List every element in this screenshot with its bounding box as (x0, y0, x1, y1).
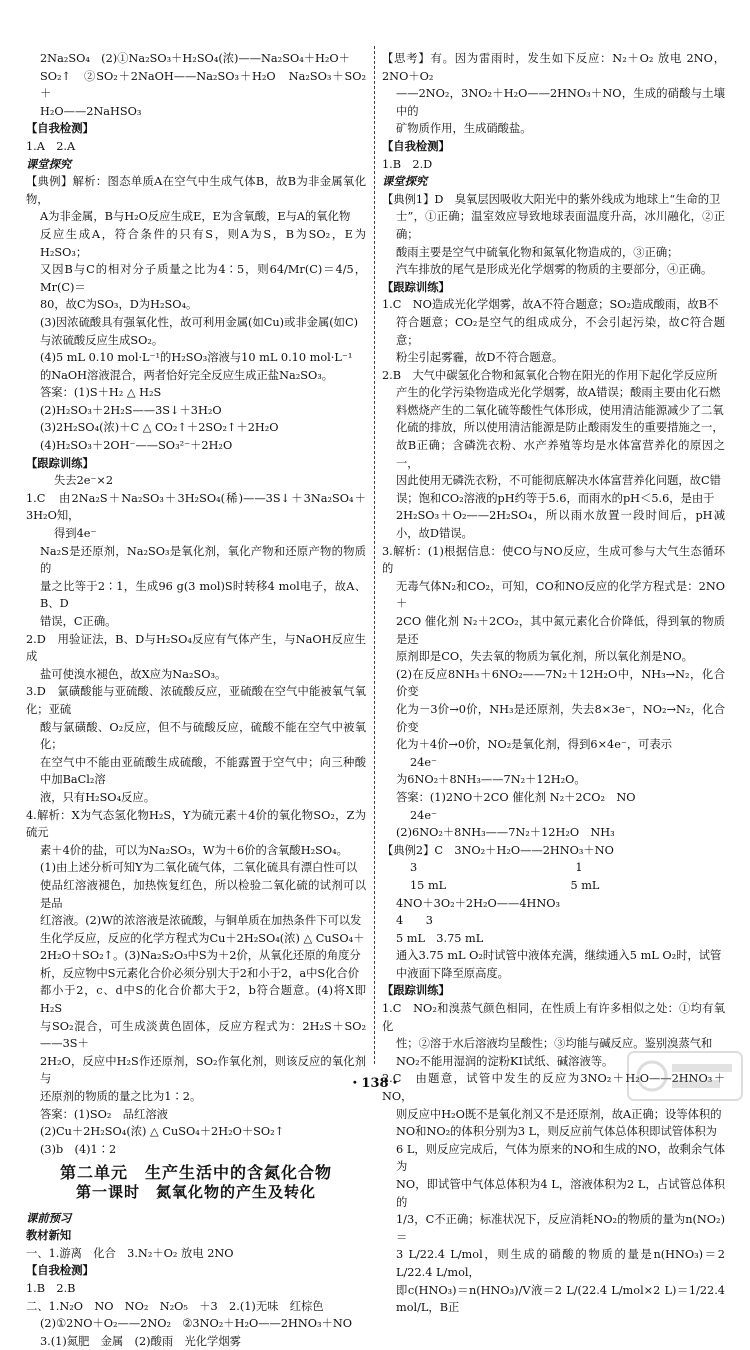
text-line: 汽车排放的尾气是形成光化学烟雾的物质的主要部分，④正确。 (396, 263, 713, 277)
text-line: 粉尘引起雾霾，故D不符合题意。 (396, 351, 564, 365)
text-line: 3 L/22.4 L/mol，则生成的硝酸的物质的量是n(HNO₃)＝2 L/22.4 L/mol， (396, 1248, 725, 1279)
text-line: 5 mL 3.75 mL (396, 931, 484, 945)
text-line: 因此使用无磷洗衣粉，不可能彻底解决水体富营养化问题，故C错 (396, 474, 721, 488)
text-line: 士”，①正确；温室效应导致地球表面温度升高，冰川融化，②正确； (396, 210, 725, 241)
text-line: 答案：(1)SO₂ 品红溶液 (40, 1107, 168, 1121)
text-line: 教材新知 (26, 1228, 72, 1243)
text-line: 为6NO₂＋8NH₃——7N₂＋12H₂O。 (396, 773, 586, 787)
text-line: 还原剂的物质的量之比为1∶2。 (40, 1090, 202, 1104)
text-line: 2.D 用验证法，B、D与H₂SO₄反应有气体产生，与NaOH反应生成 (26, 632, 366, 664)
text-line: 料燃烧产生的二氧化硫等酸性气体形成，使用清洁能源减少了二氧 (396, 403, 724, 417)
text-line: 故B正确；含磷洗衣粉、水产养殖等均是水体富营养化的原因之一， (396, 439, 725, 470)
text-line: 无毒气体N₂和CO₂，可知，CO和NO反应的化学方程式是：2NO＋ (396, 579, 725, 611)
text-line: 答案：(1)2NO＋2CO 催化剂 N₂＋2CO₂ NO (396, 790, 636, 804)
text-line: 素＋4价的盐，可以为Na₂SO₃，W为＋6价的含氧酸H₂SO₄。 (40, 843, 348, 857)
text-line: 与SO₂混合，可生成淡黄色固体，反应方程式为：2H₂S＋SO₂——3S＋ (40, 1019, 366, 1051)
text-line: 液，只有H₂SO₄反应。 (40, 790, 155, 804)
text-line: (2)Cu＋2H₂SO₄(浓) △ CuSO₄＋2H₂O＋SO₂↑ (40, 1125, 285, 1139)
text-line: NO，即试管中气体总体积为4 L，溶液体积为2 L，占试管总体积的 (396, 1178, 725, 1209)
text-line: 反应生成A，符合条件的只有S，则A为S，B为SO₂，E为H₂SO₃； (40, 227, 366, 259)
section-label: 课前预习 (26, 1211, 72, 1225)
page-number: ・138・ (348, 1076, 402, 1091)
text-line: 一、1.游离 化合 3.N₂＋O₂ 放电 2NO (26, 1246, 234, 1260)
text-line: 生化学反应，反应的化学方程式为Cu＋2H₂SO₄(浓) △ CuSO₄＋ (40, 931, 365, 945)
text-line: 【思考】有。因为雷雨时，发生如下反应：N₂＋O₂ 放电 2NO，2NO＋O₂ (382, 52, 725, 83)
section-label: 【跟踪训练】 (382, 984, 450, 998)
text-line: 通入3.75 mL O₂时试管中液体充满，继续通入5 mL O₂时，试管 (396, 949, 722, 963)
text-line: 红溶液。(2)W的浓溶液是浓硫酸，与铜单质在加热条件下可以发 (40, 914, 362, 928)
text-line: 80，故C为SO₃，D为H₂SO₄。 (40, 298, 198, 312)
lesson-heading: 第一课时 氮氧化物的产生及转化 (75, 1183, 316, 1201)
text-line: 15 mL 5 mL (410, 878, 600, 892)
text-line: (3)b (4)1∶2 (40, 1142, 117, 1156)
text-line: 24e⁻ (410, 755, 438, 769)
text-line: 6 L，则反应完成后，气体为原来的NO和生成的NO，故剩余气体为 (396, 1142, 725, 1174)
text-line: SO₂↑ ②SO₂＋2NaOH——Na₂SO₃＋H₂O Na₂SO₃＋SO₂＋ (40, 69, 366, 101)
text-line: 中液面下降至原高度。 (396, 966, 509, 980)
section-label: 课堂探究 (26, 157, 72, 171)
text-line: 1.A 2.A (26, 139, 76, 153)
text-line: 误；饱和CO₂溶液的pH约等于5.6，而雨水的pH＜5.6，是由于 (396, 491, 715, 505)
text-line: 又因B与C的相对分子质量之比为4∶5，则64/Mr(C)＝4/5，Mr(C)＝ (40, 263, 366, 294)
text-line: ——2NO₂，3NO₂＋H₂O——2HNO₃＋NO，生成的硝酸与土壤中的 (396, 87, 725, 118)
text-line: 化为＋4价→0价，NO₂是氧化剂，得到6×4e⁻，可表示 (396, 738, 673, 752)
text-line: 2.C 由题意，试管中发生的反应为3NO₂＋H₂O——2HNO₃＋NO， (382, 1072, 725, 1104)
column-divider (374, 46, 375, 1064)
text-line: (4)5 mL 0.10 mol·L⁻¹的H₂SO₃溶液与10 mL 0.10 mol·L⁻¹ (40, 351, 353, 365)
text-line: 失去2e⁻×2 (54, 474, 114, 488)
text-line: 【典例2】C 3NO₂＋H₂O——2HNO₃＋NO (382, 843, 614, 857)
text-line: 使品红溶液褪色，加热恢复红色，所以检验二氧化硫的试剂可以是品 (40, 878, 366, 910)
section-label: 【跟踪训练】 (382, 280, 450, 294)
text-line: 在空气中不能由亚硫酸生成硫酸，不能露置于空气中；向三种酸中加BaCl₂溶 (40, 755, 366, 787)
text-line: 3.D 氯磺酸能与亚硫酸、浓硫酸反应，亚硫酸在空气中能被氧气氧化；亚硫 (26, 685, 366, 716)
text-line: 2.B 大气中碳氢化合物和氮氧化合物在阳光的作用下起化学反应所 (382, 368, 718, 382)
text-line: (2)①2NO＋O₂——2NO₂ ②3NO₂＋H₂O——2HNO₃＋NO (40, 1317, 352, 1331)
text-line: 答案：(1)S＋H₂ △ H₂S (40, 386, 162, 400)
text-line: 1.B 2.D (382, 157, 433, 171)
text-line: 1.C NO造成光化学烟雾，故A不符合题意；SO₂造成酸雨，故B不 (382, 298, 719, 312)
text-line: 2H₂O，反应中H₂S作还原剂，SO₂作氧化剂，则该反应的氧化剂与 (40, 1054, 366, 1086)
text-line: 矿物质作用，生成硝酸盐。 (396, 122, 532, 136)
text-line: (3)2H₂SO₄(浓)＋C △ CO₂↑＋2SO₂↑＋2H₂O (40, 421, 279, 435)
text-line: 得到4e⁻ (54, 527, 97, 541)
text-line: 3 1 (410, 861, 583, 875)
text-line: 2H₂SO₃＋O₂——2H₂SO₄，所以雨水放置一段时间后，pH减小，故D错误。 (396, 509, 725, 541)
text-line: H₂O——2NaHSO₃ (40, 104, 142, 118)
text-line: 24e⁻ (410, 808, 438, 822)
text-line: 1.B 2.B (26, 1281, 76, 1295)
text-line: 【典例1】D 臭氧层因吸收大阳光中的紫外线成为地球上“生命的卫 (382, 192, 721, 206)
left-column (26, 50, 366, 1350)
text-line: 析，反应物中S元素化合价必须分别大于2和小于2，a中S化合价 (40, 966, 360, 980)
text-line: 的NaOH溶液混合，两者恰好完全反应生成正盐Na₂SO₃。 (40, 368, 334, 382)
text-line: 即c(HNO₃)＝n(HNO₃)/V液＝2 L/(22.4 L/mol×2 L)＝1/22.4 mol/L，B正 (396, 1283, 725, 1315)
text-line: 4NO＋3O₂＋2H₂O——4HNO₃ (396, 896, 561, 910)
text-line: (1)由上述分析可知Y为二氧化硫气体，二氧化硫具有漂白性可以 (40, 861, 358, 875)
text-line: 量之比等于2∶1，生成96 g(3 mol)S时转移4 mol电子，故A、B、D (40, 579, 366, 611)
text-line: 1.C 由2Na₂S＋Na₂SO₃＋3H₂SO₄(稀)——3S↓＋3Na₂SO₄＋3H₂O知， (26, 491, 366, 523)
text-line: 盐可使溴水褪色，故X应为Na₂SO₃。 (40, 667, 227, 681)
text-line: 都小于2，c、d中S的化合价都大于2，b符合题意。(4)将X即H₂S (40, 984, 366, 1016)
text-line: Na₂S是还原剂，Na₂SO₃是氧化剂，氧化产物和还原产物的物质的 (40, 544, 366, 576)
section-label: 课堂探究 (382, 175, 428, 189)
section-label: 【自我检测】 (26, 122, 94, 136)
text-line: NO₂不能用湿润的淀粉KI试纸、碱溶液等。 (396, 1054, 614, 1068)
text-line: (3)因浓硫酸具有强氧化性，故可利用金属(如Cu)或非金属(如C) (40, 315, 359, 329)
text-line: 化硫的排放，所以使用清洁能源是防止酸雨发生的重要措施之一， (396, 421, 724, 435)
text-line: (4)H₂SO₃＋2OH⁻——SO₃²⁻＋2H₂O (40, 439, 233, 453)
text-line: 2CO 催化剂 N₂＋2CO₂，其中氮元素化合价降低，得到氧的物质是还 (396, 615, 725, 646)
text-line: 则反应中H₂O既不是氧化剂又不是还原剂，故A正确；设等体积的 (396, 1107, 722, 1121)
text-line: 错误，C正确。 (40, 615, 117, 628)
text-line: 1/3，C不正确；标准状况下，反应消耗NO₂的物质的量为n(NO₂)＝ (396, 1213, 725, 1244)
text-line: NO和NO₂的体积分别为3 L，则反应前气体总体积即试管体积为 (396, 1125, 717, 1139)
text-line: 符合题意；CO₂是空气的组成成分，不会引起污染，故C符合题意； (396, 315, 725, 347)
section-label: 【自我检测】 (382, 139, 450, 153)
unit-heading: 第二单元 生产生活中的含氮化合物 (59, 1163, 332, 1183)
section-label: 【跟踪训练】 (26, 456, 94, 470)
text-line: 3.(1)氮肥 金属 (2)酸雨 光化学烟雾 (40, 1334, 241, 1348)
section-label: 【自我检测】 (26, 1264, 94, 1278)
text-line: (2)H₂SO₃＋2H₂S——3S↓＋3H₂O (40, 403, 222, 417)
text-line: 1.C NO₂和溴蒸气颜色相同，在性质上有许多相似之处：①均有氧化 (382, 1002, 725, 1033)
text-line: 酸雨主要是空气中硫氧化物和氮氧化物造成的，③正确； (396, 245, 679, 259)
text-line: 与浓硫酸反应生成SO₂。 (40, 333, 164, 347)
text-line: A为非金属，B与H₂O反应生成E，E为含氧酸，E与A的氧化物 (40, 210, 351, 224)
text-line: 4.解析：X为气态氢化物H₂S，Y为硫元素＋4价的氧化物SO₂，Z为硫元 (26, 808, 366, 840)
text-line: 4 3 (396, 914, 433, 928)
text-line: 【典例】解析：图态单质A在空气中生成气体B，故B为非金属氧化物， (26, 175, 366, 206)
text-line: 3.解析：(1)根据信息：使CO与NO反应，生成可参与大气生态循环的 (382, 544, 725, 576)
text-line: 2H₂O＋SO₂↑。(3)Na₂S₂O₃中S为＋2价，从氧化还原的角度分 (40, 949, 361, 963)
text-line: 原剂即是CO，失去氧的物质为氧化剂，所以氧化剂是NO。 (396, 650, 693, 664)
text-line: (2)在反应8NH₃＋6NO₂——7N₂＋12H₂O中，NH₃→N₂，化合价变 (396, 667, 725, 699)
text-line: 2Na₂SO₄ (2)①Na₂SO₃＋H₂SO₄(浓)——Na₂SO₄＋H₂O＋ (40, 52, 350, 65)
text-line: 酸与氯磺酸、O₂反应，但不与硫酸反应，硫酸不能在空气中被氧化； (40, 720, 366, 752)
text-line: 化为－3价→0价，NH₃是还原剂，失去8×3e⁻，NO₂→N₂，化合价变 (396, 702, 725, 734)
watermark-logo-icon (626, 1050, 744, 1102)
text-line: 产生的化学污染物造成光化学烟雾，故A错误；酸雨主要由化石燃 (396, 386, 721, 400)
text-line: 二、1.N₂O NO NO₂ N₂O₅ ＋3 2.(1)无味 红棕色 (26, 1299, 324, 1313)
right-column (382, 50, 725, 1317)
text-line: 性；②溶于水后溶液均呈酸性；③均能与碱反应。鉴别溴蒸气和 (396, 1037, 713, 1051)
text-line: (2)6NO₂＋8NH₃——7N₂＋12H₂O NH₃ (396, 826, 615, 840)
